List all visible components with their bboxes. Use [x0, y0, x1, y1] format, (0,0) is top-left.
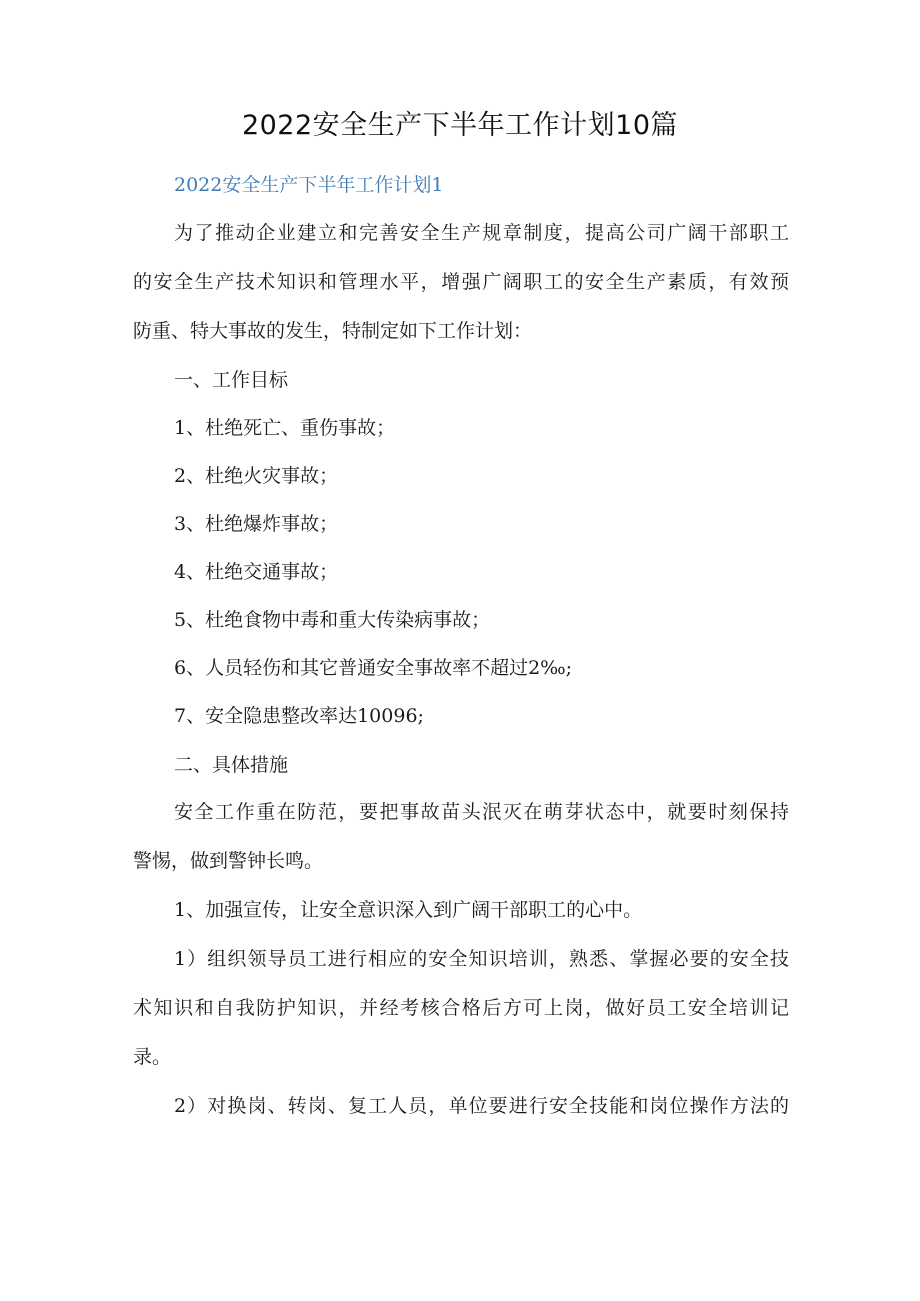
section-heading-goals: 一、工作目标 — [174, 369, 289, 391]
paragraph-line: 录。 — [133, 1046, 172, 1068]
list-item: 4、杜绝交通事故； — [174, 561, 339, 583]
paragraph-line: 的安全生产技术知识和管理水平，增强广阔职工的安全生产素质，有效预 — [133, 271, 789, 293]
section-heading-measures: 二、具体措施 — [174, 754, 289, 776]
paragraph-line: 为了推动企业建立和完善安全生产规章制度，提高公司广阔干部职工 — [174, 222, 789, 244]
document-title: 2022安全生产下半年工作计划10篇 — [241, 110, 679, 141]
list-item: 1、杜绝死亡、重伤事故； — [174, 417, 396, 439]
list-item: 7、安全隐患整改率达10096; — [174, 705, 424, 727]
paragraph-line: 术知识和自我防护知识，并经考核合格后方可上岗，做好员工安全培训记 — [133, 997, 789, 1019]
paragraph-line: 1）组织领导员工进行相应的安全知识培训，熟悉、掌握必要的安全技 — [174, 948, 789, 970]
list-item: 3、杜绝爆炸事故； — [174, 513, 339, 535]
list-item: 6、人员轻伤和其它普通安全事故率不超过2‰; — [174, 657, 573, 679]
list-item: 2、杜绝火灾事故； — [174, 465, 339, 487]
paragraph-line: 2）对换岗、转岗、复工人员，单位要进行安全技能和岗位操作方法的 — [174, 1095, 789, 1117]
paragraph-line: 安全工作重在防范，要把事故苗头泯灭在萌芽状态中，就要时刻保持 — [174, 801, 789, 823]
paragraph-line: 防重、特大事故的发生，特制定如下工作计划： — [133, 320, 533, 342]
paragraph-line: 警惕，做到警钟长鸣。 — [133, 850, 324, 872]
section-heading: 2022安全生产下半年工作计划1 — [174, 174, 444, 196]
paragraph-line: 1、加强宣传，让安全意识深入到广阔干部职工的心中。 — [174, 899, 643, 921]
list-item: 5、杜绝食物中毒和重大传染病事故； — [174, 609, 491, 631]
